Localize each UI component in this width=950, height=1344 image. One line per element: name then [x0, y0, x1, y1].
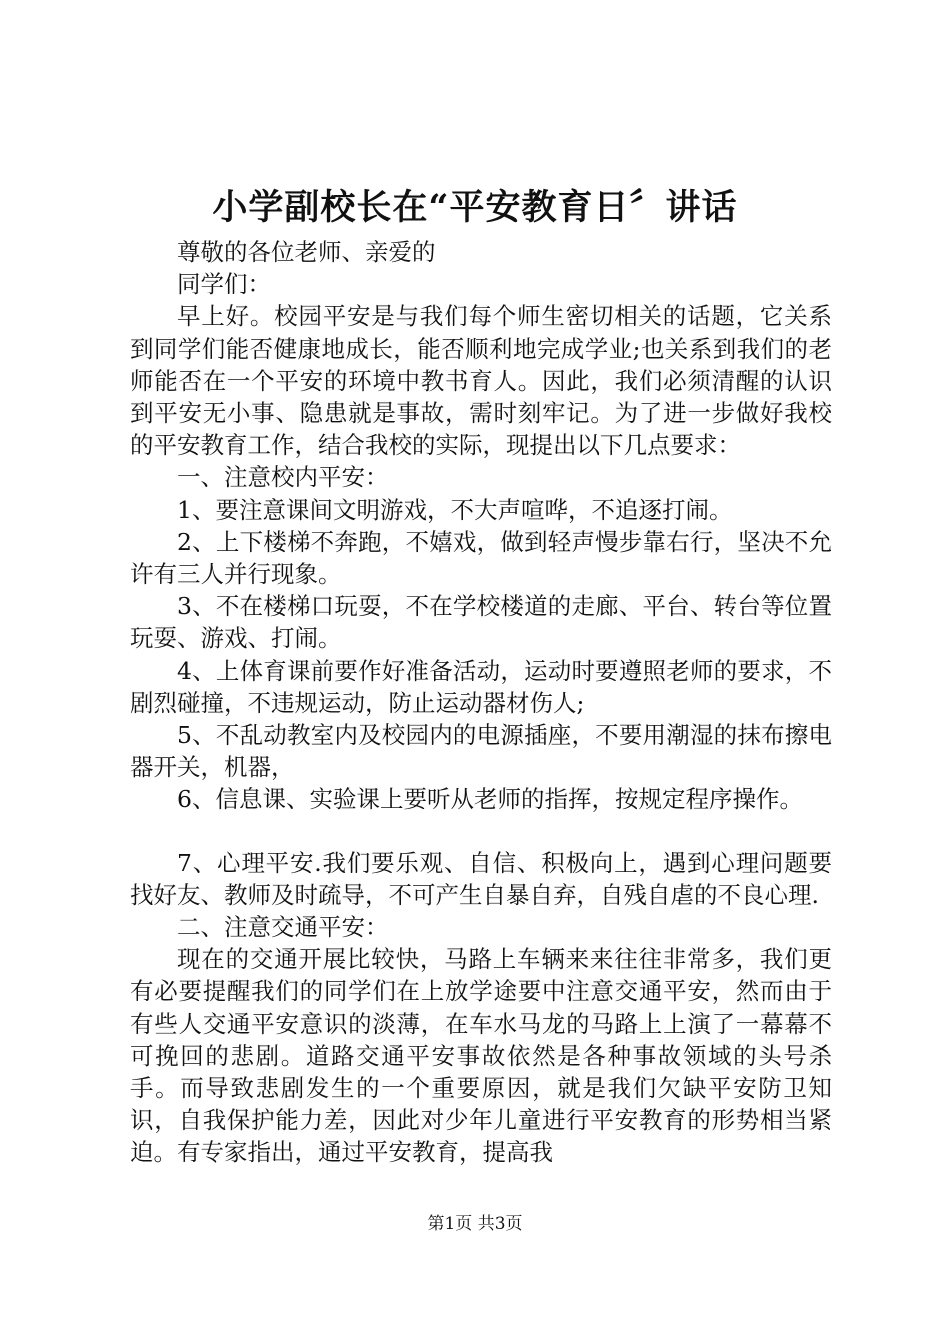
paragraph-intro: 早上好。校园平安是与我们每个师生密切相关的话题，它关系到同学们能否健康地成长，能否顺利地完成学业;也关系到我们的老师能否在一个平安的环境中教书育人。因此，我们必须清醒的认识到平安无小事、隐患就是事故，需时刻牢记。为了进一步做好我校的平安教育工作，结合我校的实际，现提出以下几点要求： — [130, 302, 832, 460]
paragraph-traffic: 现在的交通开展比较快，马路上车辆来来往往非常多，我们更有必要提醒我们的同学们在上放学途要中注意交通平安，然而由于有些人交通平安意识的淡薄，在车水马龙的马路上上演了一幕幕不可挽回的悲剧。道路交通平安事故依然是各种事故领域的头号杀手。而导致悲剧发生的一个重要原因，就是我们欠缺平安防卫知识，自我保护能力差，因此对少年儿童进行平安教育的形势相当紧迫。有专家指出，通过平安教育，提高我 — [130, 945, 832, 1167]
rule-item-2: 2、上下楼梯不奔跑，不嬉戏，做到轻声慢步靠右行，坚决不允许有三人并行现象。 — [130, 527, 832, 589]
rule-item-1: 1、要注意课间文明游戏，不大声喧哗，不追逐打闹。 — [177, 495, 733, 524]
document-body — [130, 236, 832, 1169]
salutation-line-2: 同学们： — [177, 270, 271, 299]
rule-item-3: 3、不在楼梯口玩耍，不在学校楼道的走廊、平台、转台等位置玩耍、游戏、打闹。 — [130, 592, 832, 653]
rule-item-5: 5、不乱动教室内及校园内的电源插座，不要用潮湿的抹布擦电器开关，机器， — [130, 721, 832, 782]
rule-item-7: 7、心理平安.我们要乐观、自信、积极向上，遇到心理问题要找好友、教师及时疏导，不可产生自暴自弃，自残自虐的不良心理. — [130, 848, 832, 909]
section-heading-traffic-safety: 二、注意交通平安： — [177, 913, 389, 942]
rule-item-4: 4、上体育课前要作好准备活动，运动时要遵照老师的要求，不剧烈碰撞，不违规运动，防止运动器材伤人; — [130, 656, 832, 717]
salutation-line-1: 尊敬的各位老师、亲爱的 — [177, 238, 436, 266]
rule-item-6: 6、信息课、实验课上要听从老师的指挥，按规定程序操作。 — [177, 785, 803, 814]
section-heading-campus-safety: 一、注意校内平安： — [177, 463, 389, 492]
page-title: 小学副校长在“平安教育日〞讲话 — [212, 187, 738, 228]
page-number: 第1页 共3页 — [427, 1214, 523, 1234]
